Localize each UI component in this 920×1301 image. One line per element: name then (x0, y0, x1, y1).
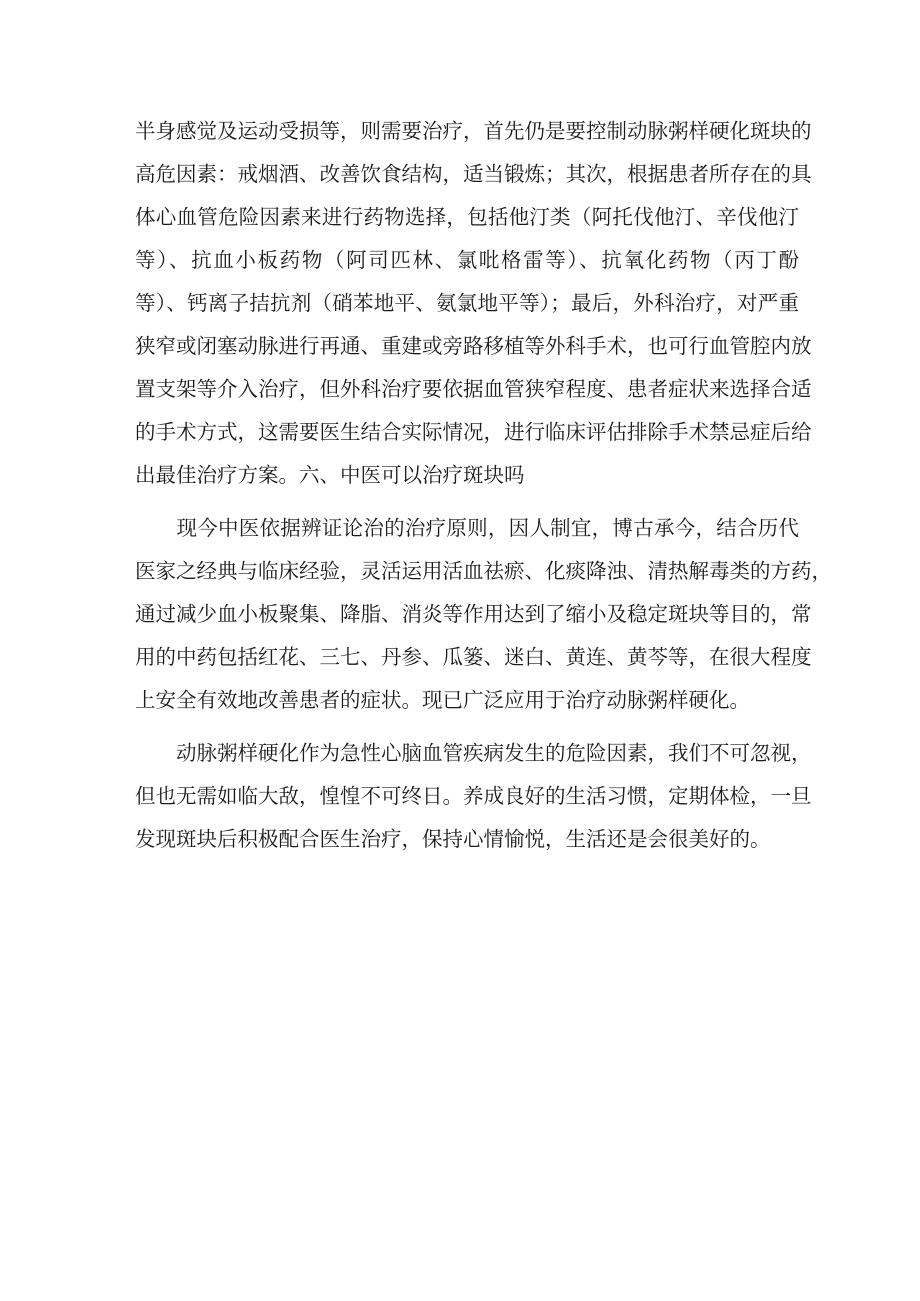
text-line: 现今中医依据辨证论治的治疗原则，因人制宜，博古承今，结合历代 (135, 516, 799, 540)
text-line: 用的中药包括红花、三七、丹参、瓜篓、迷白、黄连、黄芩等，在很大程度 (135, 645, 812, 669)
text-line: 体心血管危险因素来进行药物选择，包括他汀类（阿托伐他汀、辛伐他汀 (135, 205, 799, 229)
text-line: 动脉粥样硬化作为急性心脑血管疾病发生的危险因素，我们不可忽视， (135, 741, 812, 765)
text-line: 置支架等介入治疗，但外科治疗要依据血管狭窄程度、患者症状来选择合适 (135, 377, 812, 401)
paragraph-treatment-continued (135, 110, 812, 497)
text-line: 上安全有效地改善患者的症状。现已广泛应用于治疗动脉粥样硬化。 (135, 688, 750, 712)
document-body (135, 110, 832, 861)
text-line: 但也无需如临大敌，惶惶不可终日。养成良好的生活习惯，定期体检，一旦 (135, 784, 812, 808)
paragraph-spacer (135, 722, 799, 732)
text-line: 半身感觉及运动受损等，则需要治疗，首先仍是要控制动脉粥样硬化斑块的 (135, 119, 812, 143)
text-line: 通过减少血小板聚集、降脂、消炎等作用达到了缩小及稳定斑块等目的，常 (135, 602, 812, 626)
text-line: 出最佳治疗方案。六、中医可以治疗斑块吗 (135, 463, 525, 487)
text-line: 医家之经典与临床经验，灵活运用活血祛瘀、化痰降浊、清热解毒类的方药， (135, 559, 832, 583)
paragraph-tcm-treatment (135, 507, 832, 722)
text-line: 狭窄或闭塞动脉进行再通、重建或旁路移植等外科手术，也可行血管腔内放 (135, 334, 812, 358)
text-line: 等）、抗血小板药物（阿司匹林、氯吡格雷等）、抗氧化药物（丙丁酚 (135, 248, 799, 272)
paragraph-spacer (135, 497, 799, 507)
text-line: 的手术方式，这需要医生结合实际情况，进行临床评估排除手术禁忌症后给 (135, 420, 812, 444)
text-line: 等）、钙离子拮抗剂（硝苯地平、氨氯地平等）；最后，外科治疗，对严重 (135, 291, 799, 315)
paragraph-conclusion (135, 732, 812, 861)
text-line: 高危因素：戒烟酒、改善饮食结构，适当锻炼；其次，根据患者所存在的具 (135, 162, 812, 186)
text-line: 发现斑块后积极配合医生治疗，保持心情愉悦，生活还是会很美好的。 (135, 827, 771, 851)
